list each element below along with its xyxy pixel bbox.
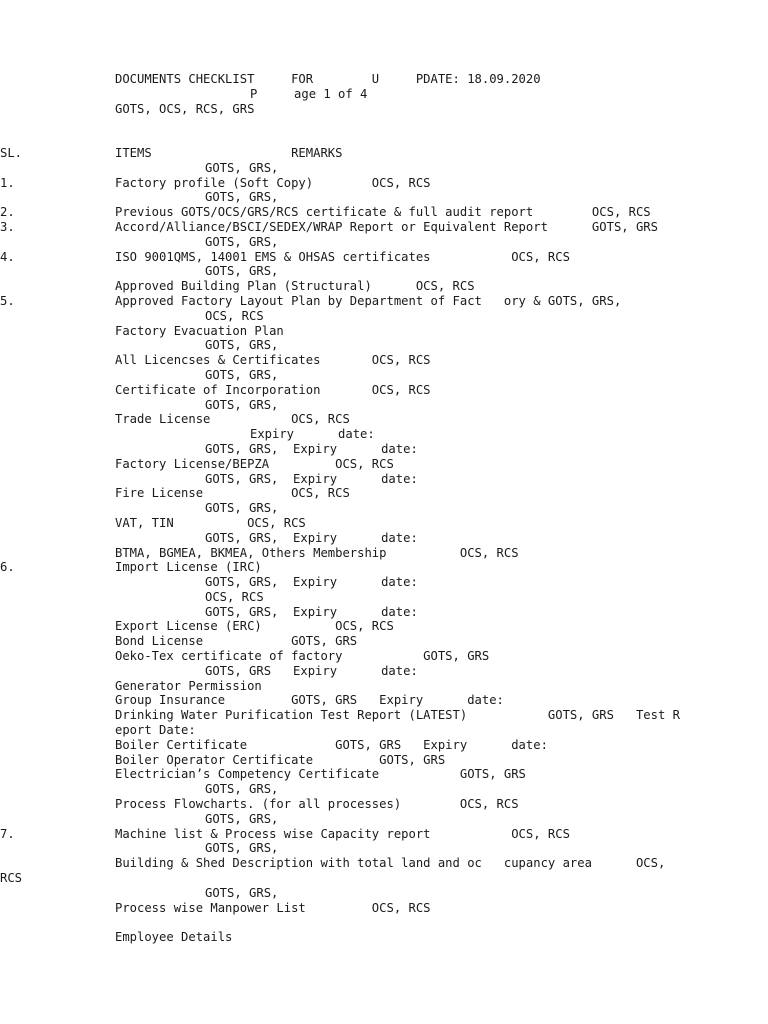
line-text: GOTS, GRS, Expiry date:: [205, 530, 418, 545]
line-serial: 4.: [0, 249, 15, 264]
document-line: [0, 87, 680, 102]
document-line: [0, 915, 680, 930]
document-line: [0, 205, 680, 220]
document-line: [0, 353, 680, 368]
document-line: [0, 309, 680, 324]
line-text: DOCUMENTS CHECKLIST FOR U PDATE: 18.09.2020: [115, 72, 541, 86]
document-line: [0, 235, 680, 250]
line-text: Oeko-Tex certificate of factory GOTS, GRS: [115, 649, 490, 664]
line-serial: 5.: [0, 293, 15, 308]
document-line: [0, 901, 680, 916]
line-text: GOTS, GRS,: [205, 885, 279, 900]
document-line: [0, 886, 680, 901]
line-text: eport Date:: [115, 723, 196, 738]
document-line: [0, 146, 680, 161]
line-text: GOTS, GRS,: [205, 234, 279, 249]
document-line: [0, 782, 680, 797]
document-line: [0, 131, 680, 146]
document-line: [0, 220, 680, 235]
line-text: Factory License/BEPZA OCS, RCS: [115, 456, 394, 471]
line-text: Factory Evacuation Plan: [115, 323, 284, 338]
document-line: [0, 427, 680, 442]
document-line: [0, 516, 680, 531]
line-text: Previous GOTS/OCS/GRS/RCS certificate & full audit report OCS, RCS: [115, 205, 651, 220]
document-line: [0, 605, 680, 620]
line-serial: SL.: [0, 145, 23, 160]
line-text: Export License (ERC) OCS, RCS: [115, 619, 394, 634]
line-text: VAT, TIN OCS, RCS: [115, 515, 306, 530]
line-text: GOTS, GRS,: [205, 397, 279, 412]
document-line: [0, 116, 680, 131]
line-text: Fire License OCS, RCS: [115, 486, 350, 501]
line-text: All Licencses & Certificates OCS, RCS: [115, 353, 431, 368]
line-text: Bond License GOTS, GRS: [115, 634, 358, 649]
line-serial: RCS: [0, 871, 23, 886]
document-line: [0, 501, 680, 516]
line-text: Electrician’s Competency Certificate GOTS, GRS: [115, 767, 526, 782]
document-line: [0, 634, 680, 649]
line-text: GOTS, GRS,: [205, 338, 279, 353]
line-text: Employee Details: [115, 930, 233, 945]
line-text: Generator Permission: [115, 678, 262, 693]
document-line: [0, 412, 680, 427]
line-text: GOTS, GRS, Expiry date:: [205, 471, 418, 486]
line-serial: 3.: [0, 219, 15, 234]
line-serial: 2.: [0, 205, 15, 220]
line-text: GOTS, GRS, Expiry date:: [205, 604, 418, 619]
line-serial: 1.: [0, 175, 15, 190]
line-serial: 7.: [0, 826, 15, 841]
document-line: [0, 398, 680, 413]
document-line: [0, 797, 680, 812]
line-text: Factory profile (Soft Copy) OCS, RCS: [115, 175, 431, 190]
document-line: [0, 190, 680, 205]
document-line: [0, 649, 680, 664]
document-line: [0, 279, 680, 294]
line-text: GOTS, GRS,: [205, 367, 279, 382]
line-text: Boiler Operator Certificate GOTS, GRS: [115, 752, 446, 767]
line-text: Process Flowcharts. (for all processes) OCS, RCS: [115, 797, 519, 812]
line-text: GOTS, GRS,: [205, 190, 279, 205]
checklist-text: [0, 72, 680, 945]
document-line: [0, 738, 680, 753]
document-line: [0, 930, 680, 945]
document-line: [0, 250, 680, 265]
document-line: [0, 753, 680, 768]
document-line: [0, 723, 680, 738]
document-line: [0, 664, 680, 679]
line-text: Boiler Certificate GOTS, GRS Expiry date:: [115, 737, 548, 752]
line-text: GOTS, GRS,: [205, 811, 279, 826]
line-text: Approved Building Plan (Structural) OCS, RCS: [115, 279, 475, 294]
line-text: Drinking Water Purification Test Report (LATEST) GOTS, GRS Test R: [115, 708, 680, 723]
document-line: [0, 856, 680, 871]
line-text: GOTS, GRS,: [205, 841, 279, 856]
line-text: ITEMS REMARKS: [115, 145, 343, 160]
line-text: ISO 9001QMS, 14001 EMS & OHSAS certificates OCS, RCS: [115, 249, 570, 264]
document-line: [0, 531, 680, 546]
document-line: [0, 619, 680, 634]
line-text: Building & Shed Description with total land and oc cupancy area OCS,: [115, 856, 666, 871]
document-line: [0, 176, 680, 191]
line-text: GOTS, GRS, Expiry date:: [205, 575, 418, 590]
document-line: [0, 679, 680, 694]
line-text: GOTS, GRS, Expiry date:: [205, 441, 418, 456]
document-line: [0, 486, 680, 501]
document-line: [0, 72, 680, 87]
line-text: GOTS, GRS Expiry date:: [205, 663, 418, 678]
document-line: [0, 590, 680, 605]
line-text: GOTS, GRS,: [205, 264, 279, 279]
line-text: Certificate of Incorporation OCS, RCS: [115, 382, 431, 397]
line-text: OCS, RCS: [205, 589, 264, 604]
line-serial: 6.: [0, 560, 15, 575]
line-text: Process wise Manpower List OCS, RCS: [115, 900, 431, 915]
document-line: [0, 472, 680, 487]
document-line: [0, 827, 680, 842]
document-line: [0, 546, 680, 561]
document-line: [0, 264, 680, 279]
document-line: [0, 442, 680, 457]
line-text: Accord/Alliance/BSCI/SEDEX/WRAP Report or Equivalent Report GOTS, GRS: [115, 219, 658, 234]
document-line: [0, 102, 680, 117]
document-line: [0, 294, 680, 309]
document-line: [0, 383, 680, 398]
document-line: [0, 338, 680, 353]
line-text: GOTS, OCS, RCS, GRS: [115, 101, 255, 116]
line-text: OCS, RCS: [205, 308, 264, 323]
document-line: [0, 457, 680, 472]
line-text: GOTS, GRS,: [205, 501, 279, 516]
line-text: Trade License OCS, RCS: [115, 412, 350, 427]
line-text: Expiry date:: [250, 427, 375, 442]
line-text: GOTS, GRS,: [205, 782, 279, 797]
document-line: [0, 560, 680, 575]
line-text: Import License (IRC): [115, 560, 262, 575]
document-line: [0, 841, 680, 856]
document-line: [0, 871, 680, 886]
document-line: [0, 708, 680, 723]
document-line: [0, 767, 680, 782]
document-line: [0, 693, 680, 708]
line-text: P age 1 of 4: [250, 86, 368, 101]
line-text: Approved Factory Layout Plan by Department of Fact ory & GOTS, GRS,: [115, 293, 622, 308]
line-text: GOTS, GRS,: [205, 160, 279, 175]
line-text: BTMA, BGMEA, BKMEA, Others Membership OCS, RCS: [115, 545, 519, 560]
line-text: Group Insurance GOTS, GRS Expiry date:: [115, 693, 504, 708]
document-line: [0, 575, 680, 590]
line-text: Machine list & Process wise Capacity report OCS, RCS: [115, 826, 570, 841]
document-line: [0, 812, 680, 827]
document-line: [0, 368, 680, 383]
document-line: [0, 324, 680, 339]
document-line: [0, 161, 680, 176]
